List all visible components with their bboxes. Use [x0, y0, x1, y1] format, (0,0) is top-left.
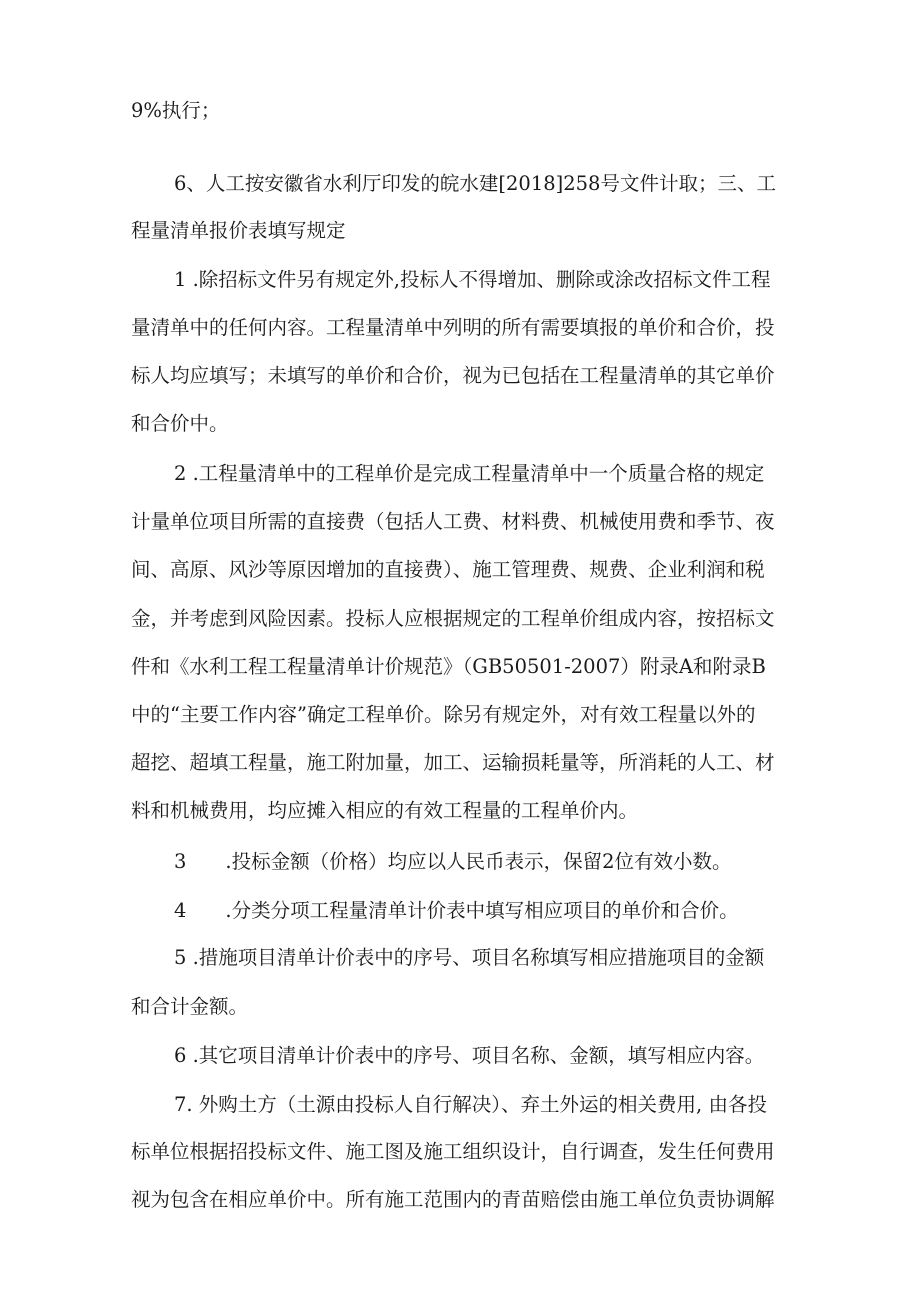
- text-line: 7. 外购土方（土源由投标人自行解决）、弃土外运的相关费用, 由各投: [174, 1093, 767, 1116]
- text-line: 标人均应填写；未填写的单价和合价，视为已包括在工程量清单的其它单价: [131, 364, 775, 387]
- text-line: 量清单中的任何内容。工程量清单中列明的所有需要填报的单价和合价，投: [131, 316, 775, 339]
- text-line: 9%执行；: [131, 99, 221, 122]
- text-line: 件和《水利工程工程量清单计价规范》（GB50501-2007）附录A和附录B: [131, 655, 766, 678]
- text-line: 金，并考虑到风险因素。投标人应根据规定的工程单价组成内容，按招标文: [131, 607, 775, 630]
- text-line: 6 .其它项目清单计价表中的序号、项目名称、金额，填写相应内容。: [174, 1044, 765, 1067]
- text-line: 6、人工按安徽省水利厅印发的皖水建[2018]258号文件计取；三、工: [174, 172, 776, 195]
- text-line: 超挖、超填工程量，施工附加量，加工、运输损耗量等，所消耗的人工、材: [131, 751, 775, 774]
- text-line: 和合价中。: [131, 412, 229, 435]
- text-line: 中的“主要工作内容”确定工程单价。除另有规定外，对有效工程量以外的: [131, 703, 756, 726]
- text-line: 4 .分类分项工程量清单计价表中填写相应项目的单价和合价。: [174, 899, 739, 922]
- text-line: 计量单位项目所需的直接费（包括人工费、材料费、机械使用费和季节、夜: [131, 510, 775, 533]
- text-line: 1 .除招标文件另有规定外,投标人不得增加、删除或涂改招标文件工程: [174, 268, 771, 291]
- text-line: 5 .措施项目清单计价表中的序号、项目名称填写相应措施项目的金额: [174, 946, 765, 969]
- text-line: 和合计金额。: [131, 995, 249, 1018]
- text-line: 3 .投标金额（价格）均应以人民币表示，保留2位有效小数。: [174, 850, 732, 873]
- text-line: 程量清单报价表填写规定: [131, 219, 346, 242]
- text-line: 间、高原、风沙等原因增加的直接费）、施工管理费、规费、企业利润和税: [131, 558, 765, 581]
- text-line: 视为包含在相应单价中。所有施工范围内的青苗赔偿由施工单位负责协调解: [131, 1188, 775, 1211]
- text-line: 2 .工程量清单中的工程单价是完成工程量清单中一个质量合格的规定: [174, 462, 765, 485]
- text-line: 标单位根据招投标文件、施工图及施工组织设计，自行调查，发生任何费用: [131, 1140, 775, 1163]
- text-line: 料和机械费用，均应摊入相应的有效工程量的工程单价内。: [131, 799, 639, 822]
